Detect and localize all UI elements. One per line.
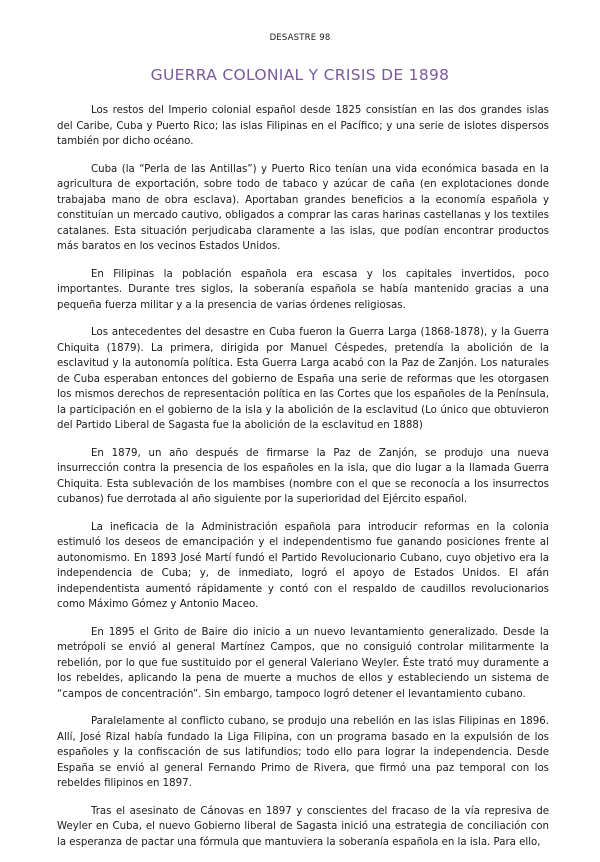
paragraph-grito-baire: En 1895 el Grito de Baire dio inicio a un nuevo levantamiento generalizado. Desde la metrópoli se envió al general Martínez Campos, que no consiguió controlar militarmente la rebelión, por lo que fue sustituido por el general Valeriano Weyler. Éste trató muy duramente a los rebeldes, aplicando la pena de muerte a muchos de ellos y estableciendo un sistema de “campos de concentración”. Sin embargo, tampoco logró detener el levantamiento cubano. (57, 626, 549, 700)
paragraph-cuba-economy: Cuba (la “Perla de las Antillas”) y Puerto Rico tenían una vida económica basada en la agricultura de exportación, sobre todo de tabaco y azúcar de caña (en explotaciones donde trabajaba mano de obra esclava). Aportaban grandes beneficios a la economía española y constituían un mercado cautivo, obligados a comprar las caras harinas castellanas y los textiles catalanes. Esta situación perjudicaba claramente a las islas, que podían encontrar productos más baratos en los vecinos Estados Unidos. (57, 163, 549, 252)
paragraph-guerra-chiquita: En 1879, un año después de firmarse la Paz de Zanjón, se produjo una nueva insurrección contra la presencia de los españoles en la isla, que dio lugar a la llamada Guerra Chiquita. Esta sublevación de los mambises (nombre con el que se reconocía a los insurrectos cubanos) fue derrotada al año siguiente por la superioridad del Ejército español. (57, 447, 549, 505)
paragraph-intro: Los restos del Imperio colonial español desde 1825 consistían en las dos grandes islas del Caribe, Cuba y Puerto Rico; las islas Filipinas en el Pacífico; y una serie de islotes dispersos también por dicho océano. (57, 105, 549, 147)
paragraph-independentismo: La ineficacia de la Administración española para introducir reformas en la colonia estimuló los deseos de emancipación y el independentismo fue ganando posiciones frente al autonomismo. En 1893 José Martí fundó el Partido Revolucionario Cubano, cuyo objetivo era la independencia de Cuba; y, de inmediato, logró el apoyo de Estados Unidos. El afán independentista aumentó rápidamente y contó con el respaldo de caudillos revolucionarios como Máximo Gómez y Antonio Maceo. (57, 521, 549, 610)
paragraph-rebelion-filipinas: Paralelamente al conflicto cubano, se produjo una rebelión en las islas Filipinas en 1896. Allí, José Rizal había fundado la Liga Filipina, con un programa basado en la expulsión de los españoles y la confiscación de sus latifundios; todo ello para lograr la independencia. Desde España se envió al general Fernando Primo de Rivera, que firmó una paz temporal con los rebeldes filipinos en 1897. (57, 716, 549, 789)
document-body (57, 103, 549, 862)
paragraph-sagasta: Tras el asesinato de Cánovas en 1897 y conscientes del fracaso de la vía represiva de Weyler en Cuba, el nuevo Gobierno liberal de Sagasta inició una estrategia de conciliación con la esperanza de pactar una fórmula que mantuviera la soberanía española en la isla. Para ello, (57, 805, 549, 848)
page-title: GUERRA COLONIAL Y CRISIS DE 1898 (150, 66, 450, 84)
page-header: DESASTRE 98 (269, 33, 331, 43)
paragraph-filipinas: En Filipinas la población española era escasa y los capitales invertidos, poco importantes. Durante tres siglos, la soberanía española se había mantenido gracias a una pequeña fuerza militar y a la presencia de varias órdenes religiosas. (57, 268, 549, 311)
paragraph-antecedentes: Los antecedentes del desastre en Cuba fueron la Guerra Larga (1868-1878), y la Guerra Chiquita (1879). La primera, dirigida por Manuel Céspedes, pretendía la abolición de la esclavitud y la autonomía política. Esta Guerra Larga acabó con la Paz de Zanjón. Los naturales de Cuba esperaban entonces del gobierno de España una serie de reformas que les otorgasen los mismos derechos de representación política en las Cortes que los españoles de la Península, la participación en el gobierno de la isla y la abolición de la esclavitud (Lo único que obtuvieron del Partido Liberal de Sagasta fue la abolición de la esclavitud en 1888) (57, 327, 549, 431)
